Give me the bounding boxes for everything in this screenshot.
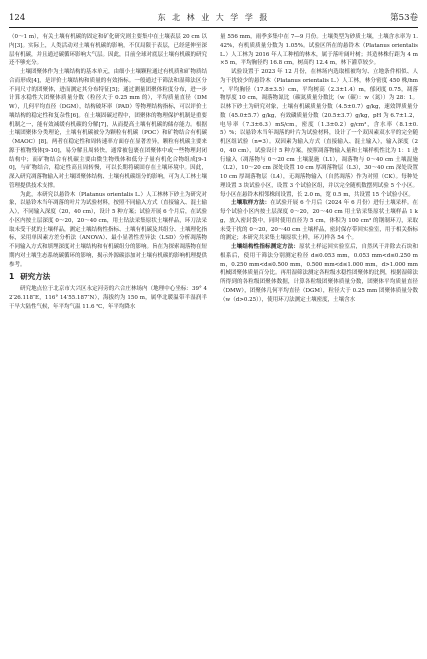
- section-heading: [9, 270, 207, 284]
- paragraph: 研究地点位于北京市大兴区永定河旁的六合庄林场内（地理中心坐标：39° 42′26.118″E，116° 14′55.187″N），海拔约为 150 m，属华北暖温带半湿润半干旱大陆性气候，年平均气温 11.6 ℃，年平均降水: [9, 286, 207, 310]
- paragraph-body: 在试验开展 6 个月后（2024 年 6 月份）进行土壤采样。在每个试验小区内按土层深度 0～20，20～40 cm 用土钻采集原状土壤样品 1 kg，放入密封袋中，同时使用直径为 5 cm，体积为 100 cm³ 的钢制环刀，采取未受干扰的 0～20，20～40 cm 土壤样品，密封保存带回实验室，用于相关指标的测定；本研究共采集土壤原状土样，环刀样各 54 个。: [220, 200, 418, 242]
- paragraph-body: 原状土样运回实验室后，自然风干并除去石块和根系后，使用干筛法分别测定粒径 d≤0.053 mm，0.053 mm<d≤0.250 mm，0.250 mm<d≤0.500 mm，0.500 mm<d≤1.000 mm，d>1.000 mm 机械团聚体质量百分比。再用湿筛法测定各粒级水稳性团聚体的比例，根据湿筛法所得到的各粒级团聚体数据，计算各粒级团聚体质量分数，团聚体平均质量直径（DMW），团聚体几何平均直径（DGM），粒径大于 0.25 mm 团聚体质量分数（w（d>0.25）），使用环刀法测定土壤密度，土壤含水: [220, 244, 419, 303]
- subheading-sampling: 土壤取样方法：: [231, 200, 271, 207]
- paragraph: 量 556 mm，雨季多集中在 7—9 月份。土壤类型为砂质土壤，土壤含水率为 1.42%，有机质质量分数为 1.05%。试验区所在的悬铃木（Platanus orientalis L.）人工林为 2016 年人工种植的林木，属于落叶阔叶树；其造林株行距为 4 m×5 m，平均胸径约 16.8 cm，树高约 12.4 m，林下灌草较少。: [220, 34, 418, 67]
- header-rule: [9, 27, 418, 28]
- section-title: 研究方法: [20, 272, 51, 282]
- right-column: [220, 33, 418, 304]
- running-header: [9, 10, 418, 26]
- paragraph-structure-method: [220, 243, 418, 304]
- left-column: [9, 33, 207, 312]
- paragraph: （0～1 m），有关土壤有机碳的固定和矿化研究则主要集中在土壤表层 20 cm 以内[3]。实际上，人类活动对土壤有机碳的影响，不仅局限于表层，已经延伸至深层有机碳，并且通过碳循环影响大气层。因此，目前全球对底层土壤有机碳的研究还不够充分。: [9, 34, 208, 67]
- paragraph: 试验设置于 2023 年 12 月份，在林场内选取植被均匀、立地条件相似、人为干扰较少的悬铃木（Platanus orientalis L.）人工林，林分密度 450 株/hm²，平均胸径（17.8±3.5）cm，平均树高（2.3±1.4）m，郁闭度 0.75，凋落物厚度 10 cm，凋落物氮比（碳氮质量分数比（w（碳）：w（氮））为 28：1。以林下砂土为研究对象，土壤有机碳质量分数（4.5±0.7）g/kg，速效钾质量分数（45.0±5.7）g/kg，有效磷质量分数（20.5±3.7）g/kg，pH 为 6.7±1.2，电导率（7.3±6.3）mS/cm，密度（1.3±0.2）g/cm³，含水率（8.1±0.5）%；以悬铃木当年凋落的叶片为试验材料，设计了一个双因素双水平的完全随机区组试验（n=3）。双因素为输入方式（直接输入、混土输入），输入深度（20，40 cm），试验设计 5 种方案，按照凋落物输入量和土壤样机性比为 1：1 进行输入（凋落物与 0～20 cm 土壤混施（L1），凋落物与 0～40 cm 土壤混施（L2），10～20 cm 深处设置 10 cm 厚凋落物层（L3），30～40 cm 深处设置 10 cm 厚凋落物层（L4），无凋落物输入（自然凋落）作为对照（CK）。每种处理设置 3 块试验小区，设置 3 个试验区组，并以完全随机数摆列试验 5 个小区。每小区在悬铃木相邻株间设置，长 2.0 m，宽 0.5 m，共设置 15 个试验小区。: [220, 69, 418, 198]
- subheading-structure: 土壤结构性指标测定方法：: [231, 244, 300, 250]
- paragraph: 土壤团聚体作为土壤结构的基本单元，由细小土壤颗粒通过有机质和矿物质结合而形成[4]，是评价土壤结构和质量的有效指标。一般通过干筛法和湿筛法区分不同尺寸的团聚体，进而测定其分布特征[5]；通过测量团聚体粒度分布，进一步计算水稳性大团聚体质量分数（粒径大于 0.25 mm 的），平均质量直径（DMW），几何平均直径（DGM），结构破坏率（PAD）等物理结构指标，可以评价土壤结构的稳定性和复杂性[6]。在土壤固碳过程中，团聚体的物理保护机制是重要机制之一，能有效减缓有机碳的分解[7]，从而提高土壤有机碳的储存能力。根据土壤团聚体分类理论，土壤有机碳被分为颗粒有机碳（POC）和矿物结合有机碳（MAOC）[8]。两者在稳定性和周转速率方面存在显著差异，颗粒有机碳主要来源于植物残体[9-10]，易分解且周转快，通常被包裹在团聚体中或一些物理封闭结构中；而矿物结合有机碳主要由微生物残体和低分子量有机化合物组成[9-10]，与矿物结合，稳定性高且周转慢，可以长期将碳固存在土壤环境中。因此，深入研究凋落物输入对土壤团聚体结构、土壤有机碳组分的影响，可为人工林土壤管理提供技术支撑。: [9, 69, 208, 189]
- journal-title: 东 北 林 业 大 学 学 报: [157, 13, 270, 22]
- page-number: 124: [9, 13, 26, 23]
- volume-label: 第53卷: [390, 13, 418, 23]
- paragraph: 为此，本研究以悬铃木（Platanus orientalis L.）人工林林下砂土为研究对象，以悬铃木当年凋落的叶片为试验材料，按照不同输入方式（直接输入、混土输入），不同输入深度（20，40 cm），设计 5 种方案；试验开展 6 个月后，在试验小区内按土层深度 0～20，20～40 cm，用土钻法采集原状土壤样品，环刀法采取未受干扰的土壤样品，测定土壤结构性指标、土壤有机碳及其组分、土壤理化指标，采用单因素方差分析法（ANOVA）、最小显著性差异法（LSD）分析凋落物不同输入方式和填埋深度对土壤结构和有机碳组分的影响。旨在为探索凋落物在短期内对土壤生态系统碳循环的影响，揭示外源碳添加对土壤有机碳的影响机理提供参考。: [9, 191, 208, 268]
- paragraph-sampling-method: [220, 199, 418, 243]
- section-number: 1: [9, 272, 15, 282]
